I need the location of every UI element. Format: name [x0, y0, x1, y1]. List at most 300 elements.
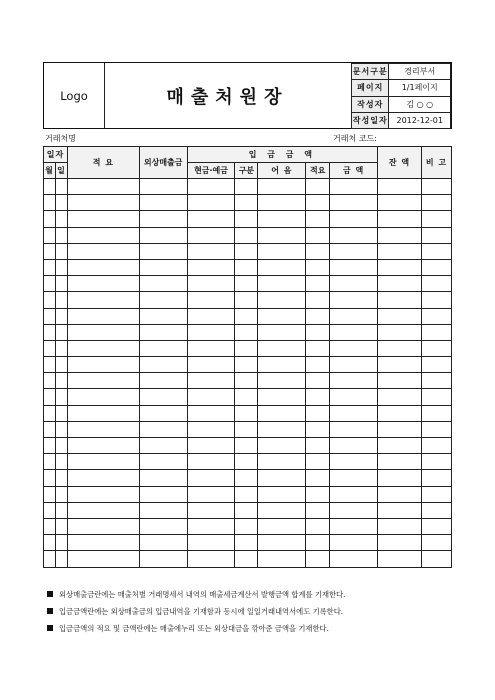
- table-cell[interactable]: [44, 340, 56, 356]
- table-cell[interactable]: [378, 454, 422, 470]
- table-cell[interactable]: [306, 454, 330, 470]
- table-cell[interactable]: [187, 227, 235, 243]
- table-cell[interactable]: [258, 373, 306, 389]
- table-cell[interactable]: [235, 470, 258, 486]
- table-cell[interactable]: [235, 308, 258, 324]
- table-cell[interactable]: [235, 405, 258, 421]
- table-cell[interactable]: [55, 518, 67, 534]
- info-key: 페이지: [352, 80, 389, 96]
- table-cell[interactable]: [55, 276, 67, 292]
- table-cell[interactable]: [330, 292, 378, 308]
- table-cell[interactable]: [378, 179, 422, 195]
- table-cell[interactable]: [378, 259, 422, 275]
- table-cell[interactable]: [421, 324, 451, 340]
- table-cell[interactable]: [44, 405, 56, 421]
- table-cell[interactable]: [330, 259, 378, 275]
- table-cell[interactable]: [44, 324, 56, 340]
- table-cell[interactable]: [258, 438, 306, 454]
- table-cell[interactable]: [306, 227, 330, 243]
- table-cell[interactable]: [258, 276, 306, 292]
- table-cell[interactable]: [187, 421, 235, 437]
- table-cell[interactable]: [306, 373, 330, 389]
- table-cell[interactable]: [306, 211, 330, 227]
- table-cell[interactable]: [44, 502, 56, 518]
- table-cell[interactable]: [187, 470, 235, 486]
- table-cell[interactable]: [378, 340, 422, 356]
- table-cell[interactable]: [330, 357, 378, 373]
- table-row: [44, 405, 452, 421]
- table-cell[interactable]: [421, 308, 451, 324]
- table-cell[interactable]: [378, 227, 422, 243]
- table-cell[interactable]: [330, 243, 378, 259]
- table-cell[interactable]: [306, 535, 330, 551]
- table-cell[interactable]: [139, 324, 187, 340]
- table-cell[interactable]: [55, 470, 67, 486]
- customer-code-label: 거래처 코드:: [333, 134, 377, 143]
- table-cell[interactable]: [139, 502, 187, 518]
- table-cell[interactable]: [55, 308, 67, 324]
- table-cell[interactable]: [67, 340, 139, 356]
- table-cell[interactable]: [421, 243, 451, 259]
- table-cell[interactable]: [187, 357, 235, 373]
- info-key: 문서구분: [352, 64, 389, 80]
- table-cell[interactable]: [235, 551, 258, 567]
- table-cell[interactable]: [258, 324, 306, 340]
- table-cell[interactable]: [187, 324, 235, 340]
- table-cell[interactable]: [378, 292, 422, 308]
- col-category: 구분: [235, 163, 258, 179]
- table-cell[interactable]: [330, 227, 378, 243]
- table-cell[interactable]: [378, 211, 422, 227]
- table-cell[interactable]: [139, 276, 187, 292]
- table-cell[interactable]: [306, 195, 330, 211]
- table-cell[interactable]: [306, 340, 330, 356]
- table-cell[interactable]: [330, 195, 378, 211]
- table-cell[interactable]: [44, 292, 56, 308]
- table-cell[interactable]: [378, 389, 422, 405]
- table-cell[interactable]: [306, 179, 330, 195]
- table-cell[interactable]: [44, 357, 56, 373]
- table-cell[interactable]: [67, 438, 139, 454]
- table-cell[interactable]: [258, 518, 306, 534]
- table-cell[interactable]: [139, 470, 187, 486]
- table-cell[interactable]: [378, 486, 422, 502]
- table-cell[interactable]: [55, 179, 67, 195]
- table-cell[interactable]: [235, 421, 258, 437]
- table-cell[interactable]: [187, 276, 235, 292]
- table-cell[interactable]: [67, 276, 139, 292]
- table-cell[interactable]: [378, 276, 422, 292]
- table-cell[interactable]: [67, 179, 139, 195]
- table-row: [44, 502, 452, 518]
- table-row: [44, 421, 452, 437]
- table-cell[interactable]: [139, 243, 187, 259]
- table-cell[interactable]: [235, 486, 258, 502]
- table-cell[interactable]: [421, 454, 451, 470]
- table-cell[interactable]: [44, 227, 56, 243]
- table-cell[interactable]: [421, 486, 451, 502]
- table-cell[interactable]: [306, 259, 330, 275]
- table-cell[interactable]: [306, 308, 330, 324]
- table-cell[interactable]: [330, 373, 378, 389]
- customer-name-label: 거래처명: [45, 134, 76, 143]
- table-cell[interactable]: [421, 421, 451, 437]
- table-cell[interactable]: [330, 470, 378, 486]
- table-cell[interactable]: [258, 502, 306, 518]
- table-cell[interactable]: [235, 518, 258, 534]
- table-cell[interactable]: [67, 389, 139, 405]
- table-cell[interactable]: [235, 276, 258, 292]
- table-cell[interactable]: [187, 502, 235, 518]
- table-cell[interactable]: [306, 243, 330, 259]
- table-row: [44, 195, 452, 211]
- table-cell[interactable]: [44, 243, 56, 259]
- table-cell[interactable]: [187, 340, 235, 356]
- table-cell[interactable]: [44, 308, 56, 324]
- table-row: [44, 227, 452, 243]
- table-row: [44, 486, 452, 502]
- table-row: [44, 259, 452, 275]
- table-cell[interactable]: [235, 324, 258, 340]
- table-cell[interactable]: [44, 454, 56, 470]
- table-cell[interactable]: [330, 518, 378, 534]
- table-cell[interactable]: [139, 518, 187, 534]
- table-cell[interactable]: [67, 535, 139, 551]
- table-cell[interactable]: [67, 211, 139, 227]
- table-cell[interactable]: [421, 211, 451, 227]
- table-cell[interactable]: [187, 373, 235, 389]
- table-cell[interactable]: [421, 357, 451, 373]
- table-cell[interactable]: [67, 308, 139, 324]
- table-cell[interactable]: [44, 535, 56, 551]
- table-cell[interactable]: [421, 438, 451, 454]
- table-cell[interactable]: [139, 227, 187, 243]
- table-cell[interactable]: [421, 405, 451, 421]
- ledger-body: [44, 179, 452, 568]
- table-cell[interactable]: [55, 389, 67, 405]
- table-cell[interactable]: [258, 227, 306, 243]
- table-cell[interactable]: [258, 454, 306, 470]
- table-cell[interactable]: [67, 405, 139, 421]
- table-cell[interactable]: [55, 357, 67, 373]
- table-cell[interactable]: [258, 470, 306, 486]
- table-cell[interactable]: [421, 179, 451, 195]
- table-cell[interactable]: [235, 227, 258, 243]
- table-cell[interactable]: [235, 438, 258, 454]
- table-cell[interactable]: [378, 551, 422, 567]
- table-cell[interactable]: [55, 405, 67, 421]
- table-cell[interactable]: [55, 535, 67, 551]
- table-cell[interactable]: [187, 454, 235, 470]
- table-cell[interactable]: [55, 227, 67, 243]
- table-row: [44, 551, 452, 567]
- table-cell[interactable]: [378, 438, 422, 454]
- table-cell[interactable]: [258, 243, 306, 259]
- table-cell[interactable]: [258, 535, 306, 551]
- table-cell[interactable]: [378, 243, 422, 259]
- table-cell[interactable]: [330, 486, 378, 502]
- table-cell[interactable]: [330, 179, 378, 195]
- table-cell[interactable]: [421, 535, 451, 551]
- table-cell[interactable]: [187, 438, 235, 454]
- table-cell[interactable]: [139, 551, 187, 567]
- table-row: [44, 373, 452, 389]
- table-cell[interactable]: [44, 373, 56, 389]
- table-cell[interactable]: [330, 276, 378, 292]
- table-cell[interactable]: [67, 373, 139, 389]
- table-cell[interactable]: [139, 421, 187, 437]
- bullet-square-icon: [47, 591, 53, 597]
- table-row: [44, 308, 452, 324]
- note-text: 입금금액의 적요 및 금액란에는 매출에누리 또는 외상대금을 깎아준 금액을 기재한다.: [59, 624, 329, 633]
- table-cell[interactable]: [67, 195, 139, 211]
- table-cell[interactable]: [187, 518, 235, 534]
- table-cell[interactable]: [330, 454, 378, 470]
- table-cell[interactable]: [187, 389, 235, 405]
- table-cell[interactable]: [67, 357, 139, 373]
- table-cell[interactable]: [55, 195, 67, 211]
- table-cell[interactable]: [139, 486, 187, 502]
- table-cell[interactable]: [258, 292, 306, 308]
- table-cell[interactable]: [378, 308, 422, 324]
- table-cell[interactable]: [235, 259, 258, 275]
- table-cell[interactable]: [306, 438, 330, 454]
- table-cell[interactable]: [67, 243, 139, 259]
- table-cell[interactable]: [67, 227, 139, 243]
- table-cell[interactable]: [421, 470, 451, 486]
- table-cell[interactable]: [55, 502, 67, 518]
- table-cell[interactable]: [139, 308, 187, 324]
- table-cell[interactable]: [306, 292, 330, 308]
- table-cell[interactable]: [67, 518, 139, 534]
- table-cell[interactable]: [44, 486, 56, 502]
- table-cell[interactable]: [378, 535, 422, 551]
- table-cell[interactable]: [139, 259, 187, 275]
- table-cell[interactable]: [330, 438, 378, 454]
- table-cell[interactable]: [306, 421, 330, 437]
- table-cell[interactable]: [330, 421, 378, 437]
- table-cell[interactable]: [187, 292, 235, 308]
- table-cell[interactable]: [139, 211, 187, 227]
- table-cell[interactable]: [44, 421, 56, 437]
- table-cell[interactable]: [306, 502, 330, 518]
- table-cell[interactable]: [187, 179, 235, 195]
- table-cell[interactable]: [421, 502, 451, 518]
- table-cell[interactable]: [258, 551, 306, 567]
- table-cell[interactable]: [421, 340, 451, 356]
- table-cell[interactable]: [421, 518, 451, 534]
- col-receipt: 입 금 금 액: [187, 147, 377, 163]
- table-cell[interactable]: [235, 502, 258, 518]
- table-cell[interactable]: [67, 292, 139, 308]
- table-cell[interactable]: [55, 292, 67, 308]
- table-cell[interactable]: [67, 470, 139, 486]
- table-cell[interactable]: [187, 551, 235, 567]
- table-cell[interactable]: [306, 486, 330, 502]
- table-cell[interactable]: [378, 470, 422, 486]
- table-cell[interactable]: [235, 243, 258, 259]
- table-cell[interactable]: [235, 179, 258, 195]
- table-cell[interactable]: [139, 357, 187, 373]
- table-cell[interactable]: [55, 211, 67, 227]
- table-cell[interactable]: [187, 211, 235, 227]
- table-cell[interactable]: [330, 405, 378, 421]
- table-cell[interactable]: [67, 454, 139, 470]
- table-cell[interactable]: [187, 486, 235, 502]
- table-cell[interactable]: [67, 259, 139, 275]
- table-cell[interactable]: [258, 389, 306, 405]
- table-cell[interactable]: [258, 179, 306, 195]
- table-cell[interactable]: [187, 259, 235, 275]
- note-item: [47, 607, 343, 617]
- info-value: 김 ○ ○: [389, 96, 451, 112]
- col-summary: 적 요: [67, 147, 139, 179]
- table-cell[interactable]: [306, 276, 330, 292]
- table-cell[interactable]: [44, 179, 56, 195]
- table-cell[interactable]: [235, 373, 258, 389]
- info-value: 1/1페이지: [389, 80, 451, 96]
- table-cell[interactable]: [421, 195, 451, 211]
- table-cell[interactable]: [330, 340, 378, 356]
- table-cell[interactable]: [306, 389, 330, 405]
- table-cell[interactable]: [421, 373, 451, 389]
- table-cell[interactable]: [378, 357, 422, 373]
- table-cell[interactable]: [258, 195, 306, 211]
- info-row: [352, 64, 451, 80]
- table-cell[interactable]: [330, 389, 378, 405]
- table-cell[interactable]: [187, 535, 235, 551]
- table-cell[interactable]: [44, 276, 56, 292]
- table-cell[interactable]: [306, 551, 330, 567]
- table-cell[interactable]: [235, 454, 258, 470]
- table-cell[interactable]: [139, 389, 187, 405]
- table-row: [44, 276, 452, 292]
- table-cell[interactable]: [139, 405, 187, 421]
- table-cell[interactable]: [139, 179, 187, 195]
- col-ar-sales: 외상매출금: [139, 147, 187, 179]
- table-cell[interactable]: [330, 308, 378, 324]
- table-cell[interactable]: [139, 195, 187, 211]
- info-key: 작성자: [352, 96, 389, 112]
- col-date: 일자: [44, 147, 68, 163]
- table-row: [44, 389, 452, 405]
- table-cell[interactable]: [378, 421, 422, 437]
- table-cell[interactable]: [235, 357, 258, 373]
- table-cell[interactable]: [235, 535, 258, 551]
- table-cell[interactable]: [235, 195, 258, 211]
- table-cell[interactable]: [67, 502, 139, 518]
- document-info-table: [351, 63, 451, 129]
- table-cell[interactable]: [421, 292, 451, 308]
- table-cell[interactable]: [44, 518, 56, 534]
- table-cell[interactable]: [330, 324, 378, 340]
- table-cell[interactable]: [44, 211, 56, 227]
- table-cell[interactable]: [44, 389, 56, 405]
- table-cell[interactable]: [378, 373, 422, 389]
- bullet-square-icon: [47, 608, 53, 614]
- table-cell[interactable]: [235, 389, 258, 405]
- table-cell[interactable]: [67, 324, 139, 340]
- table-cell[interactable]: [421, 551, 451, 567]
- table-row: [44, 243, 452, 259]
- table-cell[interactable]: [258, 421, 306, 437]
- table-cell[interactable]: [421, 389, 451, 405]
- bullet-square-icon: [47, 625, 53, 631]
- table-cell[interactable]: [306, 470, 330, 486]
- table-cell[interactable]: [258, 486, 306, 502]
- table-cell[interactable]: [330, 502, 378, 518]
- table-cell[interactable]: [44, 438, 56, 454]
- table-cell[interactable]: [55, 373, 67, 389]
- table-cell[interactable]: [139, 373, 187, 389]
- table-cell[interactable]: [55, 454, 67, 470]
- table-cell[interactable]: [258, 340, 306, 356]
- table-cell[interactable]: [187, 308, 235, 324]
- table-cell[interactable]: [55, 551, 67, 567]
- table-cell[interactable]: [235, 211, 258, 227]
- table-cell[interactable]: [55, 340, 67, 356]
- col-amount: 금 액: [330, 163, 378, 179]
- table-cell[interactable]: [139, 454, 187, 470]
- table-cell[interactable]: [330, 211, 378, 227]
- table-cell[interactable]: [139, 535, 187, 551]
- table-cell[interactable]: [235, 340, 258, 356]
- table-cell[interactable]: [139, 438, 187, 454]
- table-cell[interactable]: [258, 308, 306, 324]
- table-cell[interactable]: [187, 243, 235, 259]
- table-cell[interactable]: [67, 551, 139, 567]
- table-cell[interactable]: [44, 195, 56, 211]
- table-cell[interactable]: [258, 211, 306, 227]
- table-cell[interactable]: [44, 259, 56, 275]
- table-cell[interactable]: [421, 227, 451, 243]
- table-cell[interactable]: [378, 502, 422, 518]
- table-cell[interactable]: [67, 486, 139, 502]
- table-cell[interactable]: [330, 535, 378, 551]
- table-cell[interactable]: [55, 324, 67, 340]
- table-cell[interactable]: [55, 438, 67, 454]
- table-cell[interactable]: [55, 421, 67, 437]
- table-cell[interactable]: [67, 421, 139, 437]
- table-cell[interactable]: [378, 324, 422, 340]
- table-cell[interactable]: [258, 405, 306, 421]
- table-cell[interactable]: [421, 276, 451, 292]
- table-cell[interactable]: [139, 292, 187, 308]
- table-cell[interactable]: [330, 551, 378, 567]
- table-cell[interactable]: [235, 292, 258, 308]
- table-cell[interactable]: [187, 195, 235, 211]
- table-cell[interactable]: [44, 551, 56, 567]
- table-cell[interactable]: [306, 357, 330, 373]
- table-cell[interactable]: [258, 259, 306, 275]
- table-cell[interactable]: [258, 357, 306, 373]
- table-cell[interactable]: [55, 486, 67, 502]
- table-cell[interactable]: [55, 259, 67, 275]
- table-cell[interactable]: [187, 405, 235, 421]
- table-cell[interactable]: [421, 259, 451, 275]
- table-cell[interactable]: [139, 340, 187, 356]
- table-cell[interactable]: [306, 518, 330, 534]
- table-cell[interactable]: [44, 470, 56, 486]
- table-row: [44, 324, 452, 340]
- table-cell[interactable]: [378, 405, 422, 421]
- table-cell[interactable]: [306, 405, 330, 421]
- table-row: [44, 438, 452, 454]
- table-cell[interactable]: [306, 324, 330, 340]
- table-cell[interactable]: [378, 518, 422, 534]
- table-cell[interactable]: [378, 195, 422, 211]
- table-cell[interactable]: [55, 243, 67, 259]
